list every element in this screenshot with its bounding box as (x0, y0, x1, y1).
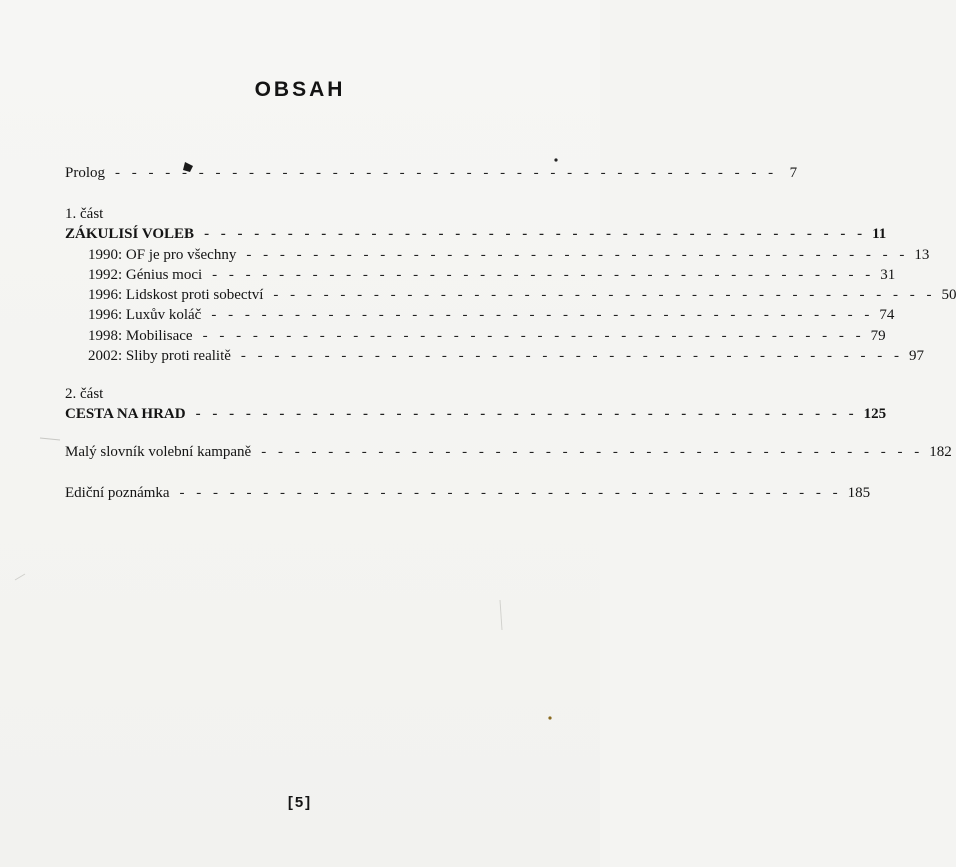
toc-entry-title: CESTA NA HRAD (65, 406, 186, 423)
toc-entry-title: 1992: Génius moci (88, 266, 203, 283)
toc-page-number: 11 (872, 226, 887, 243)
toc-entry-prolog[interactable] (65, 163, 798, 183)
scratch-mark (40, 438, 60, 440)
dot-leader: - - - - - - - - - - - - - - - - - - - - - - - - - - - - - - - - - - - - - - - - (261, 443, 924, 460)
toc-entry-title: 1990: OF je pro všechny (88, 246, 237, 263)
toc-part-heading[interactable] (65, 404, 887, 424)
dot-leader: - - - - - - - - - - - - - - - - - - - - - - - - - - - - - - - - - - - - - - - - (273, 287, 936, 304)
dot-leader: - - - - - - - - - - - - - - - - - - - - - - - - - - - - - - - - - - - - - - - - (195, 406, 858, 423)
part-label: 1. část (65, 206, 104, 223)
stain-dot (548, 716, 551, 719)
toc-entry-title: Malý slovník volební kampaně (65, 443, 252, 460)
toc-entry[interactable] (65, 326, 886, 346)
page-number-folio: [5] (287, 794, 313, 811)
dot-leader: - - - - - - - - - - - - - - - - - - - - - - - - - - - - - - - - - - - - - - - - (179, 484, 842, 501)
toc-entry[interactable] (65, 265, 896, 285)
dot-leader: - - - - - - - - - - - - - - - - - - - - - - - - - - - - - - - - - - - - - - - - (246, 246, 909, 263)
dot-leader: - - - - - - - - - - - - - - - - - - - - - - - - - - - - - - - - - - - - - - - - (115, 165, 778, 181)
toc-entry[interactable] (65, 285, 956, 305)
scratch-mark (500, 600, 502, 630)
toc-entry-title: Ediční poznámka (65, 484, 170, 501)
toc-part-heading[interactable] (65, 224, 887, 244)
toc-entry-title: 2002: Sliby proti realitě (88, 348, 231, 365)
toc-entry[interactable] (65, 346, 924, 366)
toc-page-number: 31 (880, 266, 896, 283)
toc-entry-title: 1996: Luxův koláč (88, 307, 202, 324)
toc-page-number: 79 (870, 327, 886, 344)
toc-page-number: 97 (908, 348, 924, 365)
toc-entry-glossary[interactable] (65, 442, 952, 462)
toc-page-number: 74 (879, 307, 895, 324)
toc-page-number: 13 (914, 246, 930, 263)
toc-entry-title: 1998: Mobilisace (88, 327, 193, 344)
toc-entry-title: Prolog (65, 165, 106, 181)
toc-page-number: 125 (863, 406, 887, 423)
ink-dot (554, 158, 557, 161)
scratch-mark (15, 574, 25, 580)
dot-leader: - - - - - - - - - - - - - - - - - - - - - - - - - - - - - - - - - - - - - - - - (202, 327, 865, 344)
toc-page-number: 182 (929, 443, 952, 460)
dot-leader: - - - - - - - - - - - - - - - - - - - - - - - - - - - - - - - - - - - - - - - - (240, 348, 903, 365)
dot-leader: - - - - - - - - - - - - - - - - - - - - - - - - - - - - - - - - - - - - - - - - (212, 266, 875, 283)
toc-entry-title: 1996: Lidskost proti sobectví (88, 287, 264, 304)
table-of-contents (65, 163, 956, 503)
toc-entry[interactable] (65, 245, 930, 265)
part-label: 2. část (65, 386, 104, 403)
toc-page-number: 7 (789, 165, 798, 181)
toc-entry-title: ZÁKULISÍ VOLEB (65, 226, 195, 243)
toc-entry[interactable] (65, 305, 895, 325)
dot-leader: - - - - - - - - - - - - - - - - - - - - - - - - - - - - - - - - - - - - - - - - (204, 226, 867, 243)
toc-entry-editorial-note[interactable] (65, 483, 871, 503)
toc-page-number: 185 (847, 484, 871, 501)
toc-page-number: 50 (941, 287, 956, 304)
page-title: OBSAH (254, 78, 346, 101)
dot-leader: - - - - - - - - - - - - - - - - - - - - - - - - - - - - - - - - - - - - - - - - (211, 307, 874, 324)
